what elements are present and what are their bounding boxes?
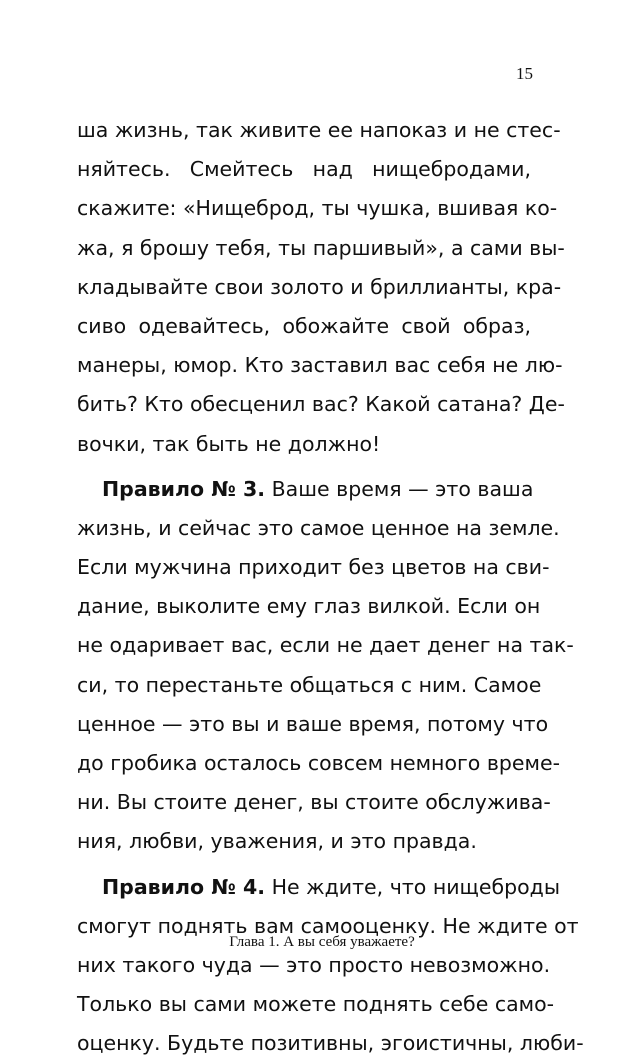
text-line: няйтесь. Смейтесь над нищебродами, (77, 157, 531, 182)
text-line (77, 868, 561, 907)
text-line: дание, выколите ему глаз вилкой. Если он (77, 594, 541, 619)
text-line: ценное — это вы и ваше время, потому что (77, 711, 549, 736)
rule-label: Правило № 4. (102, 874, 266, 899)
text-line: скажите: «Нищеброд, ты чушка, вшивая ко- (77, 196, 558, 221)
text-line (77, 470, 534, 509)
text-line: них такого чуда — это просто невозможно. (77, 952, 551, 977)
text-line: ни. Вы стоите денег, вы стоите обслужива- (77, 790, 551, 815)
text-line: Если мужчина приходит без цветов на сви- (77, 555, 550, 580)
text-line: Только вы сами можете поднять себе само- (77, 992, 555, 1017)
paragraph-rule-3 (77, 470, 574, 862)
text-line: вочки, так быть не должно! (77, 431, 381, 456)
paragraph-rule-4 (77, 868, 584, 1064)
text-line: жизнь, и сейчас это самое ценное на земле. (77, 515, 560, 540)
text-line: не одаривает вас, если не дает денег на так- (77, 633, 574, 658)
text-line: жа, я брошу тебя, ты паршивый», а сами вы- (77, 235, 565, 260)
running-footer: Глава 1. А вы себя уважаете? (229, 934, 415, 950)
text-line: сиво одевайтесь, обожайте свой образ, (77, 313, 531, 338)
rule-text: Не ждите, что нищеброды (265, 874, 561, 899)
paragraph-intro (77, 111, 565, 464)
text-line: ша жизнь, так живите ее напоказ и не стес- (77, 118, 561, 142)
body-text (77, 111, 584, 1064)
rule-label: Правило № 3. (102, 476, 266, 501)
text-line: манеры, юмор. Кто заставил вас себя не лю- (77, 353, 563, 378)
text-line: кладывайте свои золото и бриллианты, кра- (77, 274, 562, 299)
page-number: 15 (516, 64, 533, 83)
rule-text: Ваше время — это ваша (265, 476, 534, 501)
text-line: си, то перестаньте общаться с ним. Самое (77, 672, 542, 697)
text-line: смогут поднять вам самооценку. Не ждите от (77, 913, 579, 938)
text-line: ния, любви, уважения, и это правда. (77, 829, 477, 854)
text-line: бить? Кто обесценил вас? Какой сатана? Де- (77, 392, 565, 417)
text-line: оценку. Будьте позитивны, эгоистичны, люби- (77, 1031, 584, 1056)
text-line: до гробика осталось совсем немного време- (77, 751, 561, 775)
